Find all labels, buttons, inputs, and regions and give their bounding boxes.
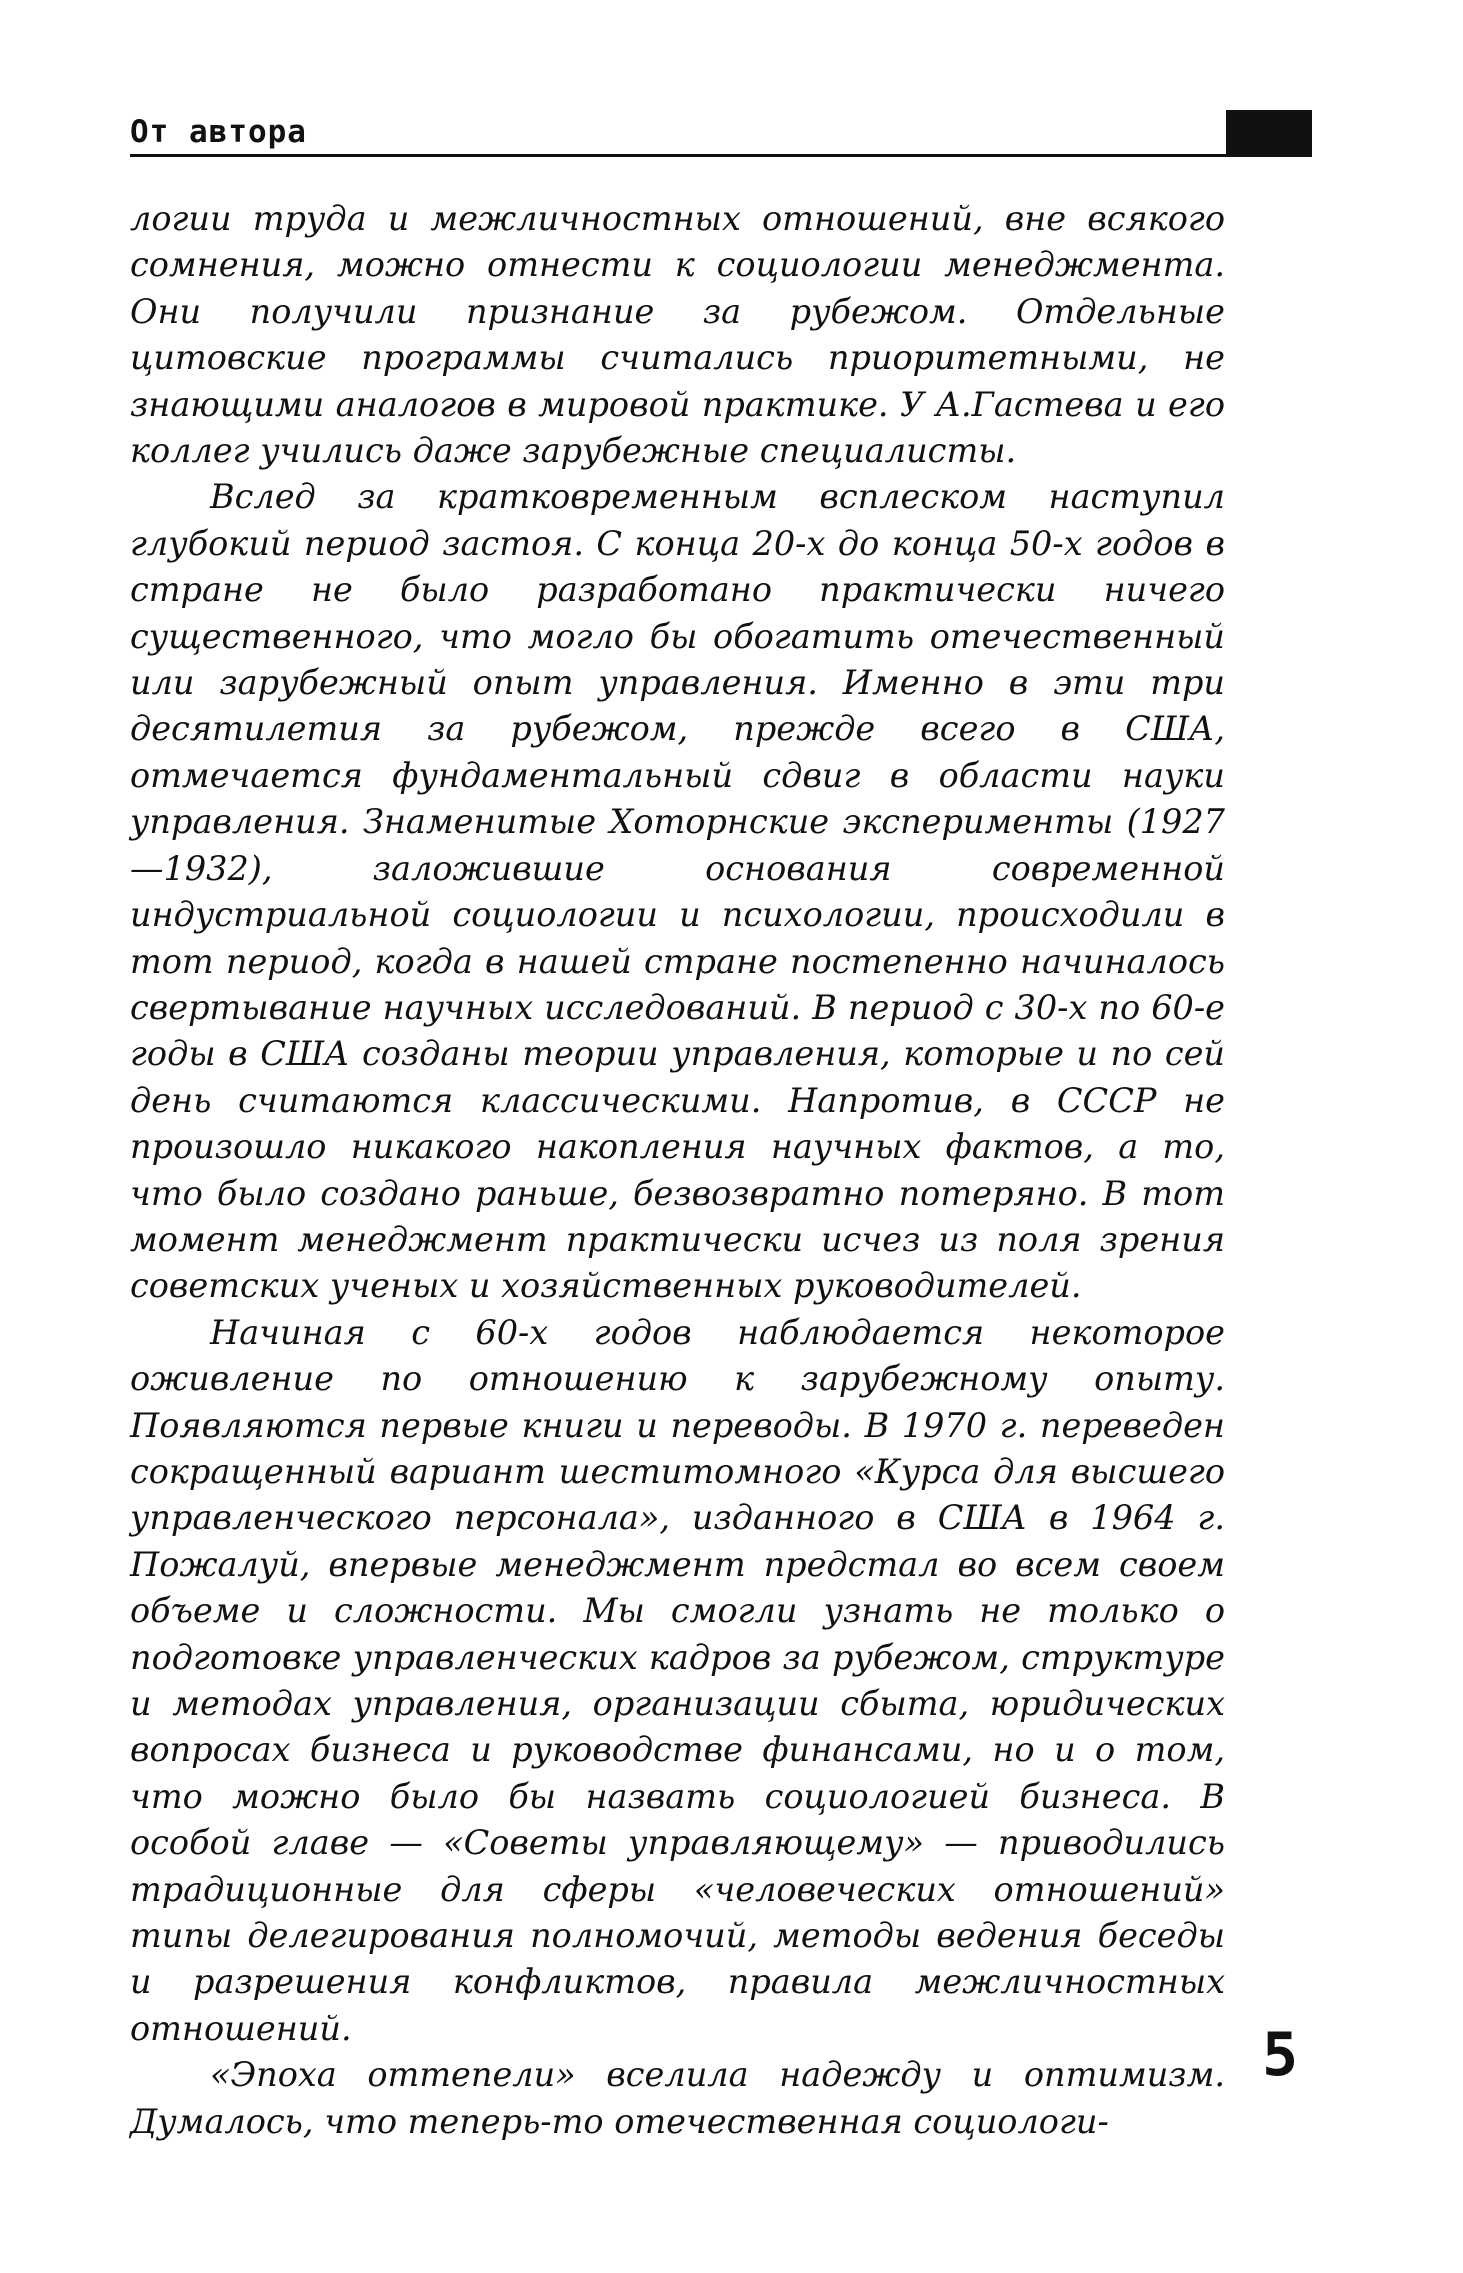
paragraph-1: логии труда и межличностных отношений, вне всякого сомнения, можно отнести к социологии менеджмента. Они получили признание за рубежом. Отдельные цитовские программы считались приоритетными, не знающими аналогов в мировой практике. У А.Гастева и его коллег учились даже зарубежные специалисты. [130, 199, 1225, 471]
paragraph-2: Вслед за кратковременным всплеском наступил глубокий период застоя. С конца 20-х до конца 50-х годов в стране не было разработано практически ничего существенного, что могло бы обогатить отечественный или зарубежный опыт управления. Именно в эти три десятилетия за рубежом, прежде всего в США, отмечается фундаментальный сдвиг в области науки управления. Знаменитые Хоторнские эксперименты (1927—1932), заложившие основания современной индустриальной социологии и психологии, происходили в тот период, когда в нашей стране постепенно начиналось свертывание научных исследований. В период с 30-х по 60-е годы в США созданы теории управления, которые и по сей день считаются классическими. Напротив, в СССР не произошло никакого накопления научных фактов, а то, что было создано раньше, безвозвратно потеряно. В тот момент менеджмент практически исчез из поля зрения советских ученых и хозяйственных руководителей. [130, 477, 1225, 1306]
header-rule [130, 154, 1312, 157]
page-number: 5 [1262, 2020, 1299, 2090]
running-head-title: От автора [130, 114, 307, 150]
paragraph-4: «Эпоха оттепели» вселила надежду и оптимизм. Думалось, что теперь-то отечественная социологи- [130, 2055, 1225, 2141]
header-marker-block [1226, 110, 1312, 156]
body-text [130, 196, 1225, 2145]
paragraph-3: Начиная с 60-х годов наблюдается некоторое оживление по отношению к зарубежному опыту. Появляются первые книги и переводы. В 1970 г. переведен сокращенный вариант шеститомного «Курса для высшего управленческого персонала», изданного в США в 1964 г. Пожалуй, впервые менеджмент предстал во всем своем объеме и сложности. Мы смогли узнать не только о подготовке управленческих кадров за рубежом, структуре и методах управления, организации сбыта, юридических вопросах бизнеса и руководстве финансами, но и о том, что можно было бы назвать социологией бизнеса. В особой главе — «Советы управляющему» — приводились традиционные для сферы «человеческих отношений» типы делегирования полномочий, методы ведения беседы и разрешения конфликтов, правила межличностных отношений. [130, 1312, 1225, 2048]
